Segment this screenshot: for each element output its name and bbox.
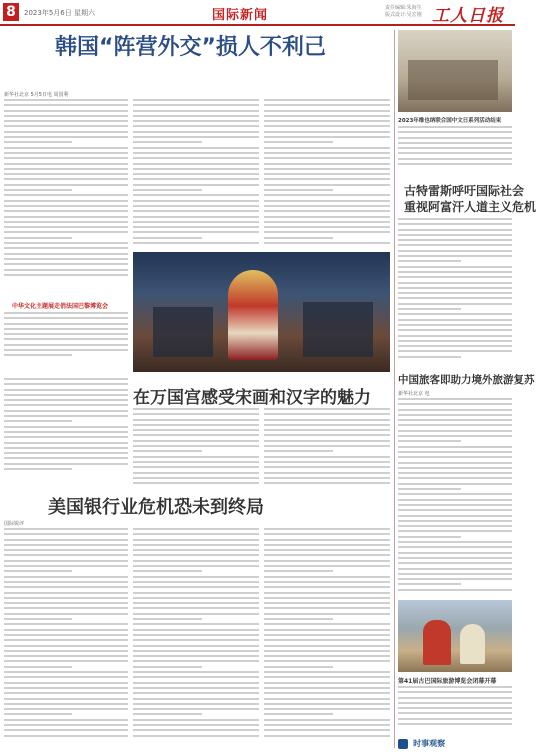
byline-us-banks: 国际锐评 (4, 521, 25, 527)
text-column (398, 398, 512, 596)
issue-date: 2023年5月6日 星期六 (24, 9, 95, 17)
headline-palace: 在万国宫感受宋画和汉字的魅力 (133, 388, 371, 408)
text-column (4, 99, 128, 284)
text-column (398, 218, 512, 363)
subhead-chinese-culture: 中华文化主题展走俏法国巴黎博览会 (12, 303, 109, 310)
page-header (0, 0, 515, 26)
festival-photo (398, 600, 512, 672)
column-divider (394, 30, 395, 748)
text-column (4, 378, 128, 478)
headline-us-banks: 美国银行业危机恐未到终局 (48, 497, 264, 518)
footer-brand: 时事观察 (398, 733, 512, 746)
headline-korea: 韩国“阵营外交”损人不利己 (55, 35, 326, 60)
section-title: 国际新闻 (212, 8, 269, 23)
text-column (133, 408, 259, 488)
text-column (264, 528, 390, 743)
performance-photo (133, 252, 390, 372)
byline-korea: 新华社北京 5月5日电 周国利 (4, 92, 69, 98)
brand-logo-icon (398, 739, 408, 749)
photo-caption (133, 374, 390, 381)
text-column (133, 99, 259, 249)
headline-china-intl: 中国旅客即助力境外旅游复苏 (398, 374, 535, 386)
text-column (398, 126, 512, 171)
headline-japan: 2023年维也纳联合国中文日系列活动结束 (398, 118, 502, 124)
text-column (264, 408, 390, 488)
text-column (398, 686, 512, 730)
ceremony-photo (398, 30, 512, 112)
text-column (133, 528, 259, 743)
masthead-logo: 工人日报 (432, 6, 504, 26)
headline-guterres-2: 重视阿富汗人道主义危机 (404, 200, 536, 214)
byline-china-intl: 新华社北京 电 (398, 391, 430, 397)
text-column (264, 99, 390, 249)
headline-festival: 第41届古巴国际旅游博览会闭幕开幕 (398, 678, 497, 685)
headline-guterres-1: 古特雷斯呼吁国际社会 (404, 184, 525, 198)
text-column (4, 312, 128, 362)
page-number: 8 (3, 3, 19, 21)
editor-credits: 责任编辑:朱海生 版式设计:吴宏刚 (385, 5, 422, 18)
text-column (4, 528, 128, 743)
